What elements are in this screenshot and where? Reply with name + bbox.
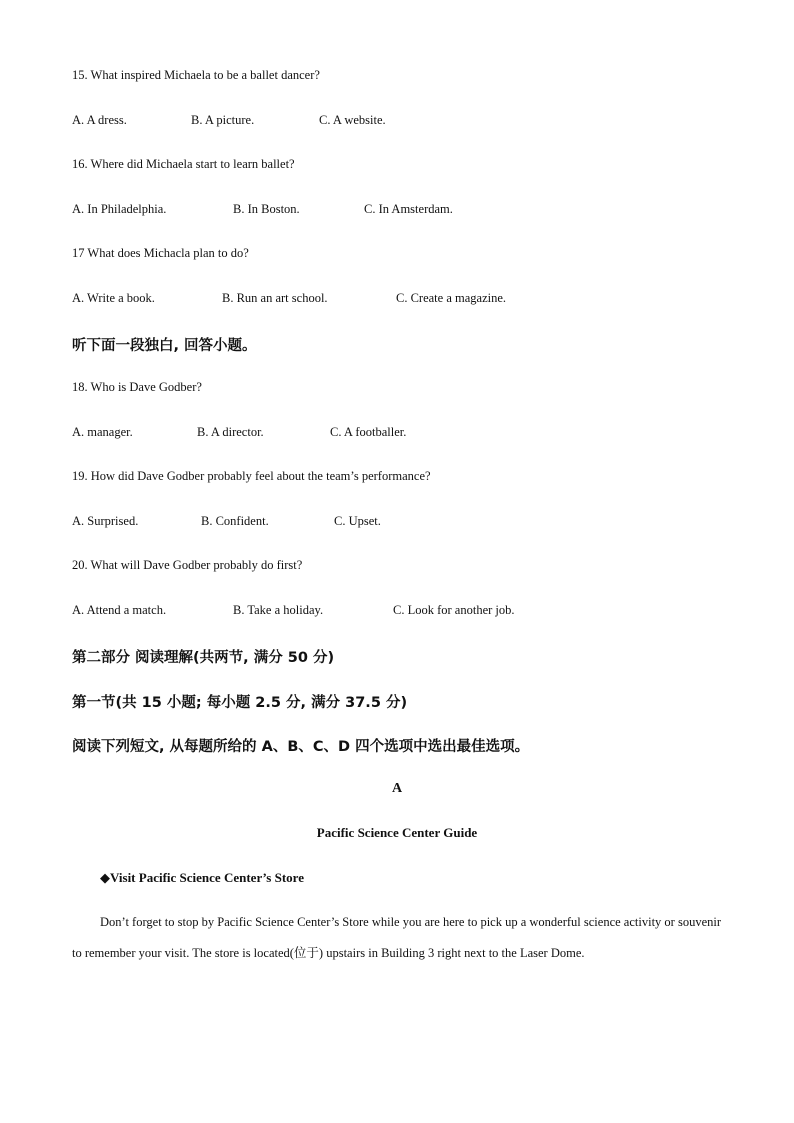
store-paragraph: Don’t forget to stop by Pacific Science Center’s Store while you are here to pick up a wonderful science activity or souvenir to remember your visit. The store is located(位于) upstairs in Building 3 right next to the Laser Dome. — [72, 915, 722, 960]
q18-option-c: C. A footballer. — [330, 425, 407, 439]
part-2-title: 第二部分 阅读理解(共两节, 满分 50 分) — [72, 650, 335, 666]
q17-option-a: A. Write a book. — [72, 291, 155, 305]
question-17: 17 What does Michacla plan to do? — [72, 246, 249, 260]
q16-option-a: A. In Philadelphia. — [72, 202, 167, 216]
q15-option-c: C. A website. — [319, 113, 386, 127]
q18-option-b: B. A director. — [197, 425, 264, 439]
passage-title: Pacific Science Center Guide — [316, 825, 478, 840]
q18-option-a: A. manager. — [72, 425, 133, 439]
q17-option-c: C. Create a magazine. — [396, 291, 507, 305]
q19-option-a: A. Surprised. — [72, 514, 139, 528]
q16-option-b: B. In Boston. — [233, 202, 300, 216]
q20-option-c: C. Look for another job. — [393, 603, 515, 617]
reading-instruction: 阅读下列短文, 从每题所给的 A、B、C、D 四个选项中选出最佳选项。 — [72, 739, 530, 755]
question-15: 15. What inspired Michaela to be a ballet dancer? — [72, 68, 320, 82]
q15-option-a: A. A dress. — [72, 113, 127, 127]
q20-option-b: B. Take a holiday. — [233, 603, 324, 617]
question-18: 18. Who is Dave Godber? — [72, 380, 202, 394]
section-1-title: 第一节(共 15 小题; 每小题 2.5 分, 满分 37.5 分) — [72, 695, 408, 711]
passage-letter: A — [391, 781, 403, 796]
store-subheading: ◆Visit Pacific Science Center’s Store — [100, 870, 304, 885]
section-heading-monologue: 听下面一段独白, 回答小题。 — [72, 338, 257, 354]
q19-option-b: B. Confident. — [201, 514, 269, 528]
q19-option-c: C. Upset. — [334, 514, 381, 528]
question-19: 19. How did Dave Godber probably feel about the team’s performance? — [72, 469, 431, 483]
question-16: 16. Where did Michaela start to learn ballet? — [72, 157, 295, 171]
q20-option-a: A. Attend a match. — [72, 603, 167, 617]
q16-option-c: C. In Amsterdam. — [364, 202, 453, 216]
question-20: 20. What will Dave Godber probably do first? — [72, 558, 303, 572]
q17-option-b: B. Run an art school. — [222, 291, 328, 305]
q15-option-b: B. A picture. — [191, 113, 255, 127]
